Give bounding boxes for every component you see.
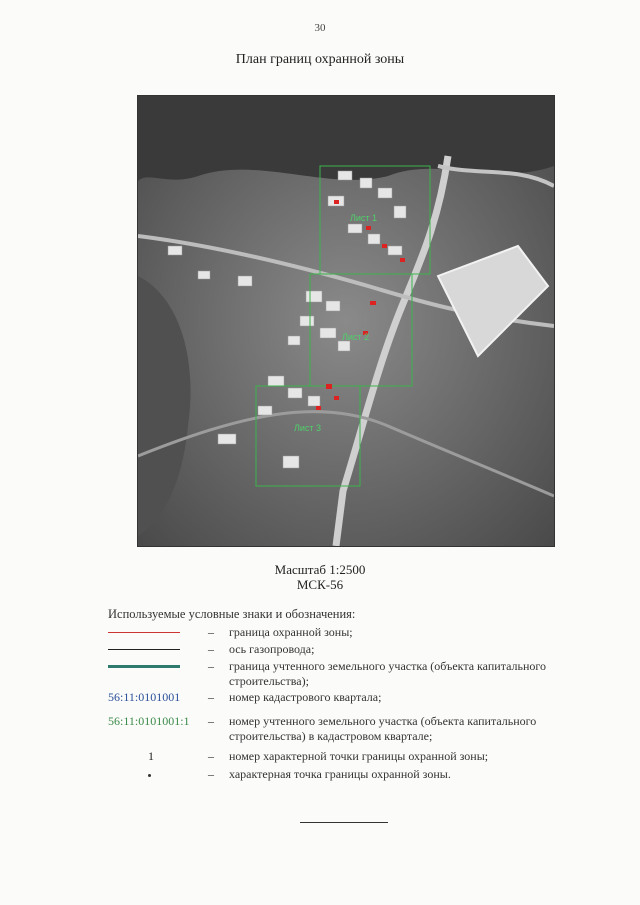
legend-desc: граница учтенного земельного участка (объекта капитального строительства); [229,659,547,688]
legend-dash: – [208,690,214,704]
legend-desc: ось газопровода; [229,642,315,656]
sheet-1-label: Лист 1 [350,213,378,223]
page-title: План границ охранной зоны [235,52,405,67]
sheet-3-label: Лист 3 [294,423,322,433]
legend-dash: – [208,767,214,781]
plot-number-code: 56:11:0101001:1 [108,714,190,728]
legend-dash: – [208,749,214,763]
legend-desc: граница охранной зоны; [229,625,353,639]
legend-desc: номер учтенного земельного участка (объекта капитального строительства) в кадастровом квартале; [229,714,537,743]
cadastral-quarter-code: 56:11:0101001 [108,690,181,704]
legend-dash: – [208,659,214,673]
map-svg [138,96,554,546]
point-number-symbol: 1 [148,749,154,763]
legend-dash: – [208,625,214,639]
page-number: 30 [314,22,326,34]
legend-desc: номер характерной точки границы охранной зоны; [229,749,489,763]
teal-line-symbol [108,665,180,668]
scale-block [0,562,640,592]
legend-dash: – [208,642,214,656]
legend-dash: – [208,714,214,728]
black-line-symbol [108,649,180,650]
scale-text: Масштаб 1:2500 [274,562,366,577]
legend-title: Используемые условные знаки и обозначения: [108,607,356,621]
legend-desc: характерная точка границы охранной зоны. [229,767,451,781]
crs-text: МСК-56 [296,577,344,592]
sheet-2-label: Лист 2 [342,332,370,342]
legend-desc: номер кадастрового квартала; [229,690,382,704]
point-dot-symbol [148,774,151,777]
dark-terrain [138,96,554,181]
aerial-map [137,95,555,547]
red-line-symbol [108,632,180,633]
bottom-rule [300,822,388,823]
